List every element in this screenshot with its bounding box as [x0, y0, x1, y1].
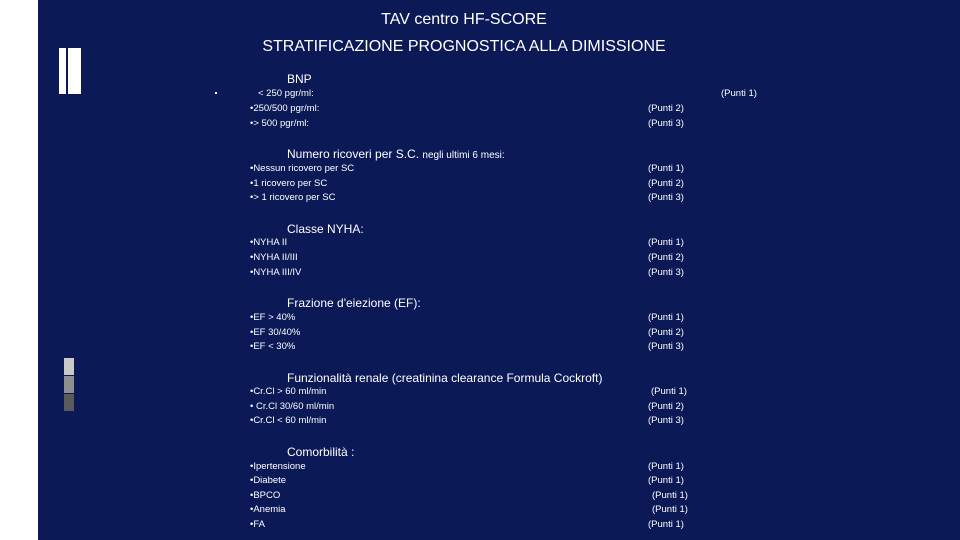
score-item-points: (Punti 3)	[648, 118, 684, 129]
section-heading-note: negli ultimi 6 mesi:	[422, 150, 505, 161]
score-item-label: •NYHA II	[250, 237, 288, 248]
score-item-label: •Diabete	[250, 475, 287, 486]
score-item-label: •Cr.Cl < 60 ml/min	[250, 415, 327, 426]
score-item-points: (Punti 1)	[648, 461, 684, 472]
score-item-label: •250/500 pgr/ml:	[250, 103, 320, 114]
score-item-points: (Punti 2)	[648, 327, 684, 338]
score-item-points: (Punti 2)	[648, 103, 684, 114]
section-heading-text: Numero ricoveri per S.C.	[287, 147, 420, 161]
section-heading-ef: Frazione d'eiezione (EF):	[287, 296, 421, 310]
score-item-points: (Punti 2)	[648, 178, 684, 189]
score-item-points: (Punti 2)	[648, 401, 684, 412]
slide-subtitle: STRATIFICAZIONE PROGNOSTICA ALLA DIMISSIONE	[262, 38, 666, 55]
score-item-label: •NYHA II/III	[250, 252, 298, 263]
section-heading-nyha: Classe NYHA:	[287, 222, 364, 236]
section-heading-renal: Funzionalità renale (creatinina clearance Formula Cockroft)	[287, 371, 603, 385]
score-item-label: •EF < 30%	[250, 341, 296, 352]
score-item-label: •BPCO	[250, 490, 281, 501]
score-item-label: •Ipertensione	[250, 461, 306, 472]
color-swatch	[64, 376, 74, 393]
decorative-dot	[215, 92, 217, 94]
score-item-points: (Punti 3)	[648, 341, 684, 352]
score-item-points: (Punti 1)	[648, 519, 684, 530]
score-item-points: (Punti 1)	[652, 504, 688, 515]
score-item-points: (Punti 3)	[648, 415, 684, 426]
color-swatch	[64, 358, 74, 375]
decorative-bar	[59, 48, 66, 94]
slide	[38, 0, 960, 540]
section-heading-ricoveri	[287, 147, 505, 161]
score-item-label: •EF > 40%	[250, 312, 296, 323]
section-heading-comorbidita: Comorbilità :	[287, 445, 355, 459]
score-item-label: •NYHA III/IV	[250, 267, 302, 278]
score-item-label: •EF 30/40%	[250, 327, 301, 338]
section-heading-bnp: BNP	[287, 72, 312, 86]
score-item-label: •> 1 ricovero per SC	[250, 192, 336, 203]
score-item-points: (Punti 1)	[648, 312, 684, 323]
slide-title: TAV centro HF-SCORE	[381, 11, 547, 28]
score-item-points: (Punti 1)	[651, 386, 687, 397]
score-item-points: (Punti 2)	[648, 252, 684, 263]
score-item-points: (Punti 1)	[652, 490, 688, 501]
score-item-points: (Punti 1)	[648, 237, 684, 248]
score-item-label: •1 ricovero per SC	[250, 178, 328, 189]
score-item-points: (Punti 1)	[721, 88, 757, 99]
decorative-bar	[68, 48, 81, 94]
score-item-points: (Punti 1)	[648, 475, 684, 486]
score-item-label: •Anemia	[250, 504, 286, 515]
score-item-label: •> 500 pgr/ml:	[250, 118, 310, 129]
score-item-label: •Cr.Cl > 60 ml/min	[250, 386, 327, 397]
score-item-label: < 250 pgr/ml:	[258, 88, 314, 99]
color-swatch	[64, 394, 74, 411]
score-item-points: (Punti 1)	[648, 163, 684, 174]
score-item-label: •FA	[250, 519, 265, 530]
score-item-label: •Nessun ricovero per SC	[250, 163, 355, 174]
score-item-points: (Punti 3)	[648, 267, 684, 278]
score-item-label: • Cr.Cl 30/60 ml/min	[250, 401, 335, 412]
score-item-points: (Punti 3)	[648, 192, 684, 203]
